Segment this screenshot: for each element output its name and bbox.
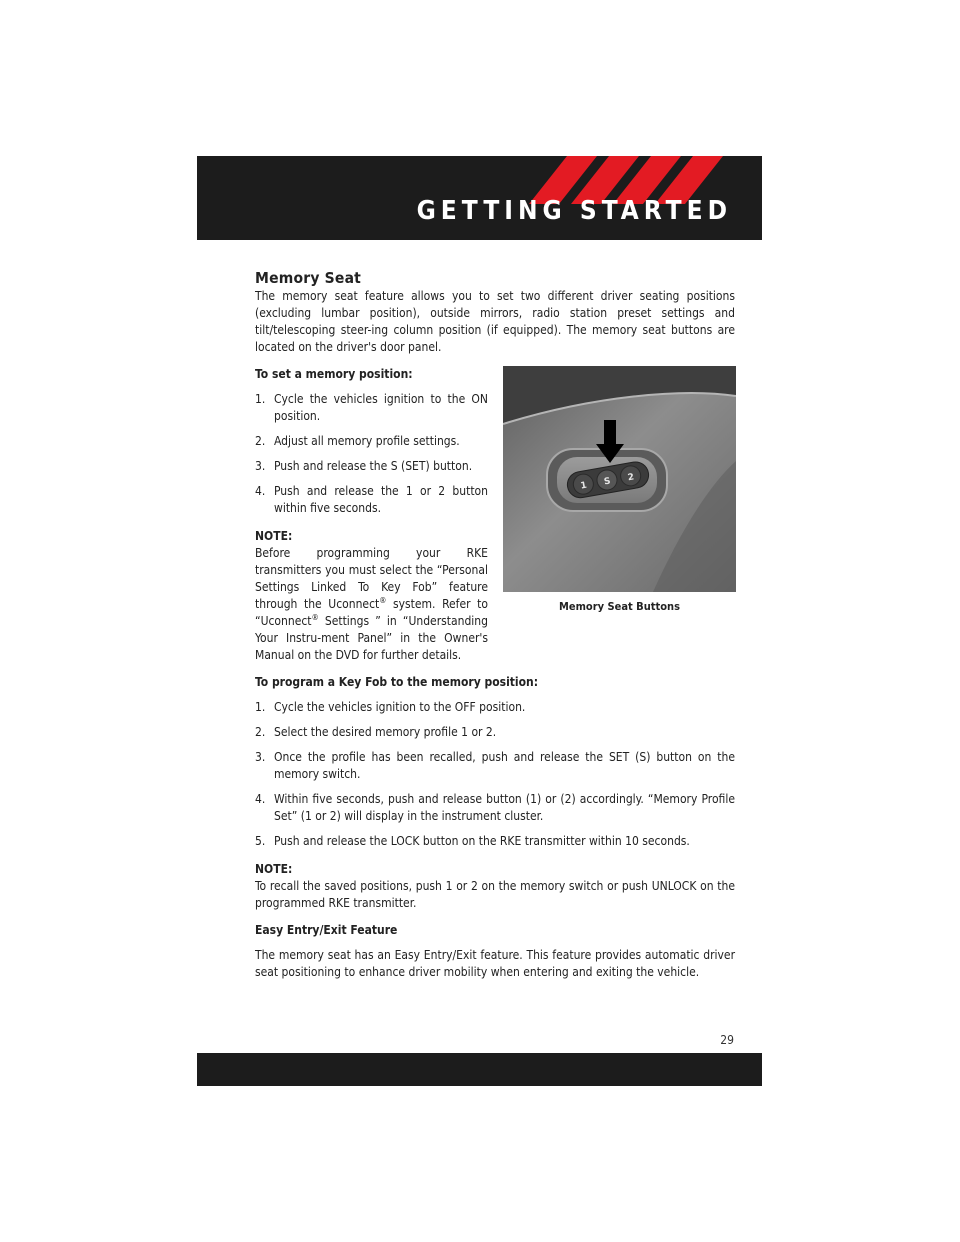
- step-text: Once the profile has been recalled, push and release the SET (S) button on the memory switch.: [274, 750, 735, 781]
- step-text: Select the desired memory profile 1 or 2.: [274, 725, 497, 739]
- step-number: 5.: [255, 834, 266, 848]
- note-text-part: system. Refer to “Uconnect: [255, 597, 488, 628]
- list-item: [255, 724, 735, 741]
- memory-seat-figure: [503, 366, 736, 615]
- list-item: [255, 699, 735, 716]
- program-fob-section: [255, 674, 735, 981]
- page-title: Memory Seat: [255, 269, 362, 287]
- step-number: 3.: [255, 459, 266, 473]
- button-s-label: S: [603, 476, 612, 488]
- easy-entry-heading: Easy Entry/Exit Feature: [255, 923, 398, 937]
- two-column-section: [255, 366, 735, 664]
- section-label: GETTING STARTED: [416, 196, 732, 226]
- note-label: NOTE:: [255, 862, 293, 876]
- list-item: [255, 833, 735, 850]
- step-number: 1.: [255, 700, 266, 714]
- note-text-part: Settings ” in “Understanding Your Instru-ment Panel” in the Owner's Manual on the DVD for further details.: [255, 614, 488, 662]
- button-2-label: 2: [627, 472, 635, 484]
- page-number: 29: [720, 1033, 734, 1047]
- step-text: Push and release the LOCK button on the RKE transmitter within 10 seconds.: [274, 834, 690, 848]
- note-label: NOTE:: [255, 529, 293, 543]
- list-item: [255, 791, 735, 825]
- page-content: [255, 268, 735, 991]
- step-number: 1.: [255, 392, 266, 406]
- list-item: [255, 391, 488, 425]
- step-text: Adjust all memory profile settings.: [274, 434, 460, 448]
- step-number: 4.: [255, 484, 266, 498]
- list-item: [255, 749, 735, 783]
- footer-bar: [197, 1053, 762, 1086]
- button-1-label: 1: [579, 480, 588, 492]
- program-fob-heading: To program a Key Fob to the memory position:: [255, 675, 539, 689]
- section-header-bar: [197, 156, 762, 240]
- registered-mark: ®: [379, 596, 387, 605]
- note-text-part: Before programming your RKE transmitters you must select the “Personal Settings Linked To Key Fob” feature through the Uconnect: [255, 546, 488, 611]
- registered-mark: ®: [311, 613, 319, 622]
- step-text: Cycle the vehicles ignition to the ON position.: [274, 392, 488, 423]
- step-number: 2.: [255, 725, 266, 739]
- step-text: Within five seconds, push and release button (1) or (2) accordingly. “Memory Profile Set” (1 or 2) will display in the instrument cluster.: [274, 792, 735, 823]
- step-number: 4.: [255, 792, 266, 806]
- memory-seat-buttons-photo: [503, 366, 736, 592]
- step-text: Push and release the S (SET) button.: [274, 459, 473, 473]
- list-item: [255, 458, 488, 475]
- intro-paragraph: The memory seat feature allows you to set two different driver seating positions (excluding lumbar position), outside mirrors, radio station preset settings and tilt/telescoping steer-ing column position (if equipped). The memory seat buttons are located on the driver's door panel.: [255, 289, 735, 354]
- set-position-heading: To set a memory position:: [255, 367, 413, 381]
- figure-caption: Memory Seat Buttons: [559, 600, 680, 613]
- note-text: To recall the saved positions, push 1 or 2 on the memory switch or push UNLOCK on the programmed RKE transmitter.: [255, 879, 735, 910]
- note-text: [255, 545, 488, 664]
- step-number: 3.: [255, 750, 266, 764]
- step-text: Push and release the 1 or 2 button within five seconds.: [274, 484, 488, 515]
- list-item: [255, 433, 488, 450]
- step-text: Cycle the vehicles ignition to the OFF position.: [274, 700, 526, 714]
- step-number: 2.: [255, 434, 266, 448]
- left-column: [255, 366, 488, 664]
- easy-entry-text: The memory seat has an Easy Entry/Exit feature. This feature provides automatic driver seat positioning to enhance driver mobility when entering and exiting the vehicle.: [255, 948, 735, 979]
- list-item: [255, 483, 488, 517]
